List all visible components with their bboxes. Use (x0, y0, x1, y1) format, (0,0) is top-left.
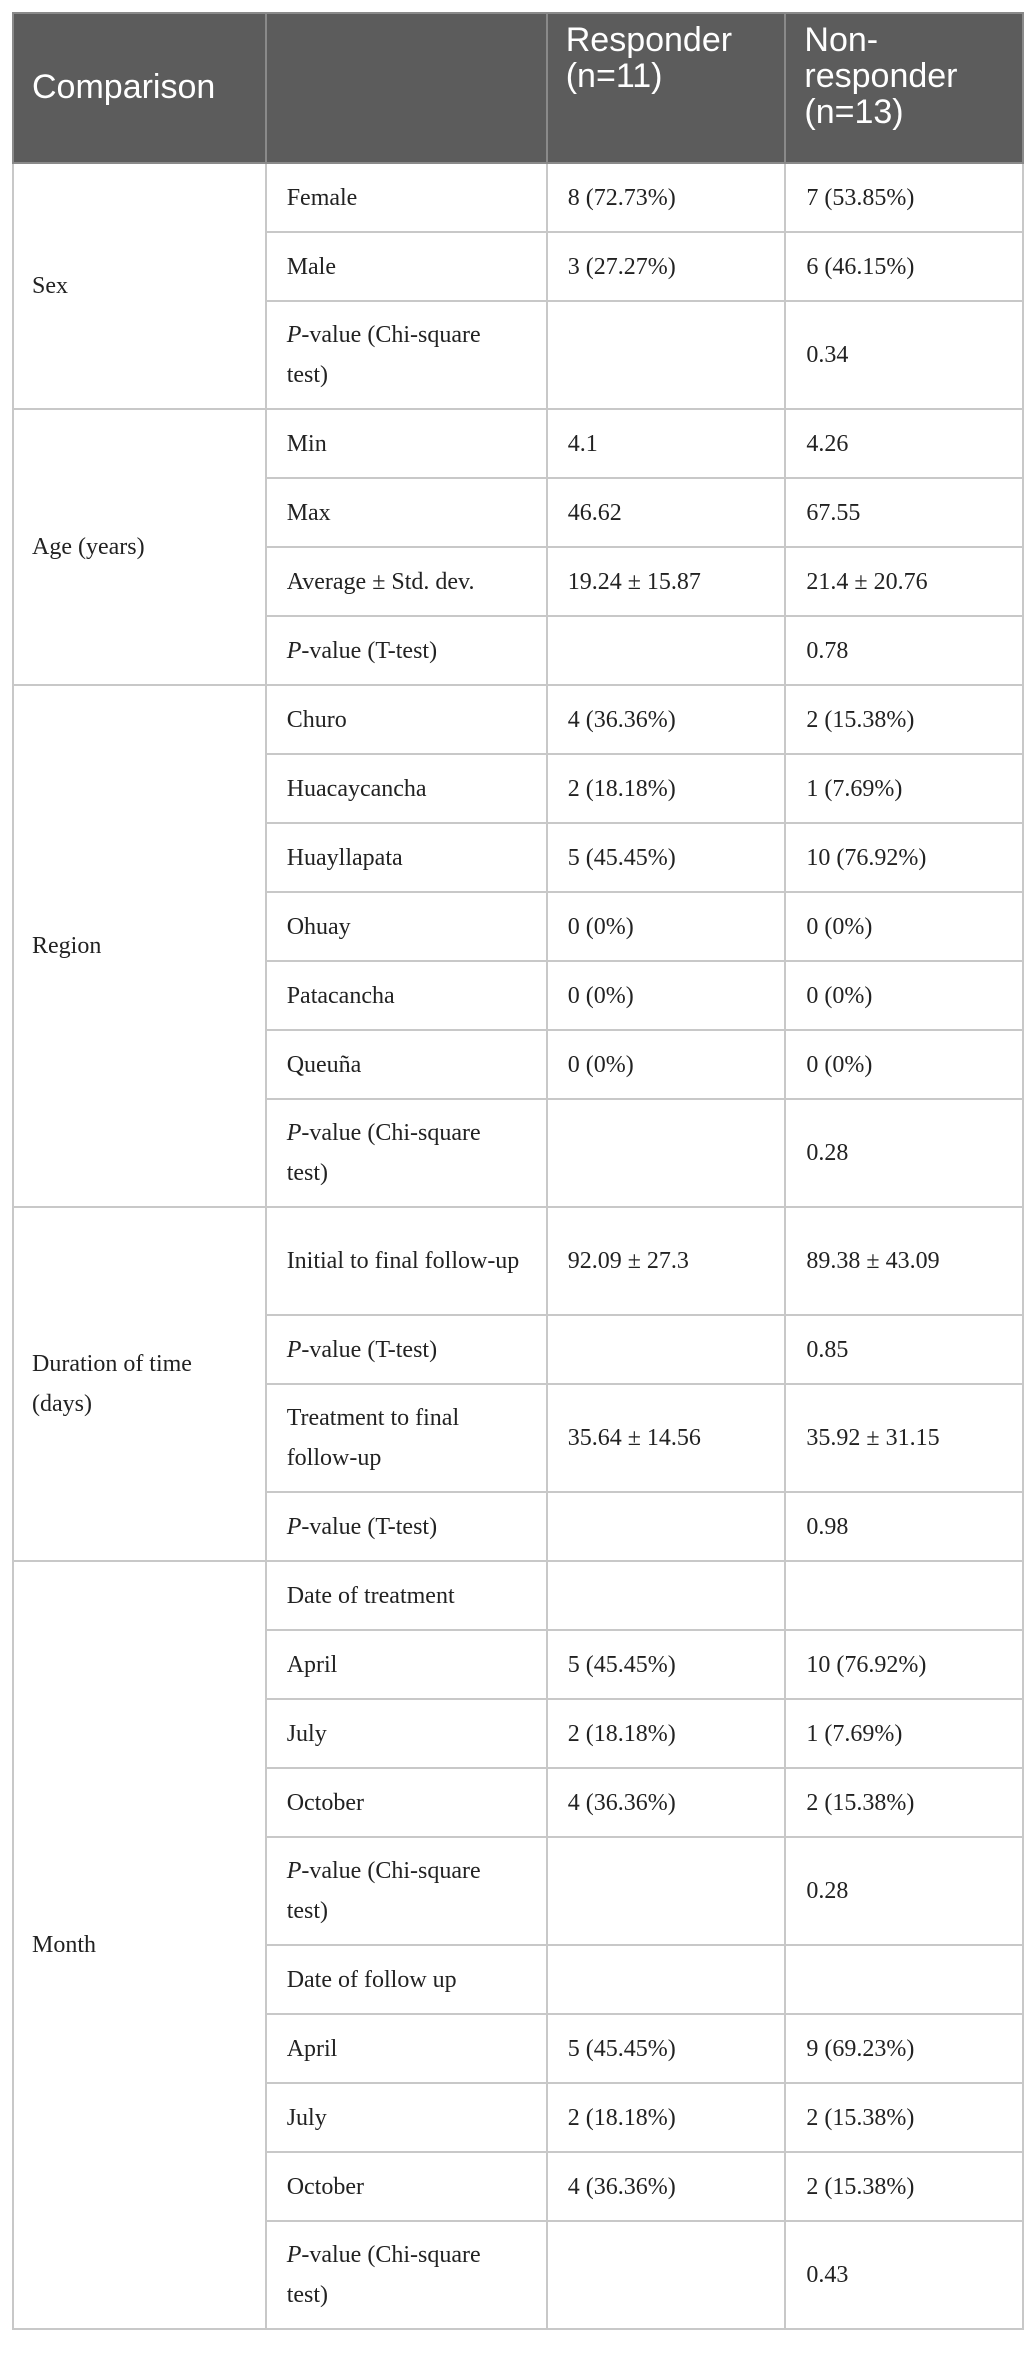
row-label: Patacancha (266, 961, 547, 1030)
non-responder-cell: 67.55 (785, 478, 1023, 547)
row-label: Date of treatment (266, 1561, 547, 1630)
non-responder-cell: 2 (15.38%) (785, 685, 1023, 754)
responder-cell: 2 (18.18%) (547, 754, 786, 823)
p-letter: P (286, 1336, 302, 1363)
p-letter: P (286, 637, 302, 664)
row-label: Churo (266, 685, 547, 754)
non-responder-cell (785, 1945, 1023, 2014)
responder-cell: 4 (36.36%) (547, 2152, 786, 2221)
responder-cell: 2 (18.18%) (547, 2083, 786, 2152)
non-responder-cell: 1 (7.69%) (785, 754, 1023, 823)
comparison-table (12, 12, 1024, 2330)
responder-cell: 0 (0%) (547, 1030, 786, 1099)
table-row (13, 1561, 1023, 1630)
responder-cell: 5 (45.45%) (547, 823, 786, 892)
non-responder-cell: 0.98 (785, 1492, 1023, 1561)
table-row (13, 409, 1023, 478)
p-letter: P (286, 322, 302, 348)
row-label (266, 1492, 547, 1561)
p-letter: P (286, 1120, 302, 1146)
non-responder-cell: 89.38 ± 43.09 (785, 1207, 1023, 1315)
non-responder-cell: 0 (0%) (785, 1030, 1023, 1099)
header-comparison: Comparison (13, 13, 266, 163)
row-label: Female (266, 163, 547, 232)
p-label-text: -value (T-test) (301, 637, 438, 664)
p-label-text: -value (Chi-square test) (286, 2242, 481, 2308)
p-label-text: -value (Chi-square test) (286, 1120, 481, 1186)
row-label: Ohuay (266, 892, 547, 961)
row-label (266, 1099, 547, 1207)
responder-cell (547, 301, 786, 409)
row-label: July (266, 1699, 547, 1768)
row-label: Max (266, 478, 547, 547)
non-responder-cell: 9 (69.23%) (785, 2014, 1023, 2083)
responder-cell: 0 (0%) (547, 892, 786, 961)
row-label (266, 301, 547, 409)
row-label: Treatment to final follow-up (266, 1384, 547, 1492)
header-row (13, 13, 1023, 163)
responder-cell: 4.1 (547, 409, 786, 478)
p-label-text: -value (T-test) (301, 1336, 438, 1363)
non-responder-cell: 0.34 (785, 301, 1023, 409)
group-label: Age (years) (13, 409, 266, 685)
row-label (266, 616, 547, 685)
row-label: Huayllapata (266, 823, 547, 892)
row-label: Min (266, 409, 547, 478)
responder-cell (547, 1837, 786, 1945)
responder-cell: 5 (45.45%) (547, 1630, 786, 1699)
responder-cell (547, 1099, 786, 1207)
row-label (266, 2221, 547, 2329)
row-label: Initial to final follow-up (266, 1207, 547, 1315)
responder-cell: 35.64 ± 14.56 (547, 1384, 786, 1492)
table-row (13, 1207, 1023, 1315)
group-label: Duration of time (days) (13, 1207, 266, 1561)
responder-cell: 3 (27.27%) (547, 232, 786, 301)
p-label-text: -value (Chi-square test) (286, 322, 481, 388)
row-label: July (266, 2083, 547, 2152)
responder-cell: 0 (0%) (547, 961, 786, 1030)
non-responder-cell: 0.85 (785, 1315, 1023, 1384)
responder-cell: 8 (72.73%) (547, 163, 786, 232)
p-label-text: -value (T-test) (301, 1513, 438, 1540)
non-responder-cell: 6 (46.15%) (785, 232, 1023, 301)
non-responder-cell: 10 (76.92%) (785, 1630, 1023, 1699)
responder-cell: 4 (36.36%) (547, 685, 786, 754)
non-responder-cell: 1 (7.69%) (785, 1699, 1023, 1768)
table-row (13, 685, 1023, 754)
row-label: Average ± Std. dev. (266, 547, 547, 616)
responder-cell: 2 (18.18%) (547, 1699, 786, 1768)
row-label (266, 1315, 547, 1384)
responder-cell (547, 1561, 786, 1630)
responder-cell (547, 1492, 786, 1561)
responder-cell: 5 (45.45%) (547, 2014, 786, 2083)
non-responder-cell: 2 (15.38%) (785, 1768, 1023, 1837)
row-label: April (266, 2014, 547, 2083)
responder-cell: 4 (36.36%) (547, 1768, 786, 1837)
responder-cell: 46.62 (547, 478, 786, 547)
row-label: Queuña (266, 1030, 547, 1099)
group-label: Sex (13, 163, 266, 409)
row-label: October (266, 2152, 547, 2221)
non-responder-cell: 0.28 (785, 1099, 1023, 1207)
non-responder-cell (785, 1561, 1023, 1630)
p-letter: P (286, 1858, 302, 1884)
non-responder-cell: 10 (76.92%) (785, 823, 1023, 892)
row-label: Male (266, 232, 547, 301)
non-responder-cell: 0.78 (785, 616, 1023, 685)
row-label: October (266, 1768, 547, 1837)
row-label (266, 1837, 547, 1945)
responder-cell (547, 1315, 786, 1384)
group-label: Region (13, 685, 266, 1207)
responder-cell (547, 2221, 786, 2329)
non-responder-cell: 7 (53.85%) (785, 163, 1023, 232)
non-responder-cell: 2 (15.38%) (785, 2083, 1023, 2152)
non-responder-cell: 0.43 (785, 2221, 1023, 2329)
table-row (13, 163, 1023, 232)
row-label: Date of follow up (266, 1945, 547, 2014)
header-blank (266, 13, 547, 163)
non-responder-cell: 35.92 ± 31.15 (785, 1384, 1023, 1492)
non-responder-cell: 4.26 (785, 409, 1023, 478)
non-responder-cell: 21.4 ± 20.76 (785, 547, 1023, 616)
p-label-text: -value (Chi-square test) (286, 1858, 481, 1924)
responder-cell (547, 1945, 786, 2014)
row-label: Huacaycancha (266, 754, 547, 823)
non-responder-cell: 0 (0%) (785, 961, 1023, 1030)
non-responder-cell: 0 (0%) (785, 892, 1023, 961)
responder-cell: 92.09 ± 27.3 (547, 1207, 786, 1315)
p-letter: P (286, 2242, 302, 2268)
header-responder: Responder (n=11) (547, 13, 786, 163)
responder-cell (547, 616, 786, 685)
group-label: Month (13, 1561, 266, 2329)
non-responder-cell: 0.28 (785, 1837, 1023, 1945)
p-letter: P (286, 1513, 302, 1540)
responder-cell: 19.24 ± 15.87 (547, 547, 786, 616)
row-label: April (266, 1630, 547, 1699)
header-non-responder: Non-responder (n=13) (785, 13, 1023, 163)
non-responder-cell: 2 (15.38%) (785, 2152, 1023, 2221)
